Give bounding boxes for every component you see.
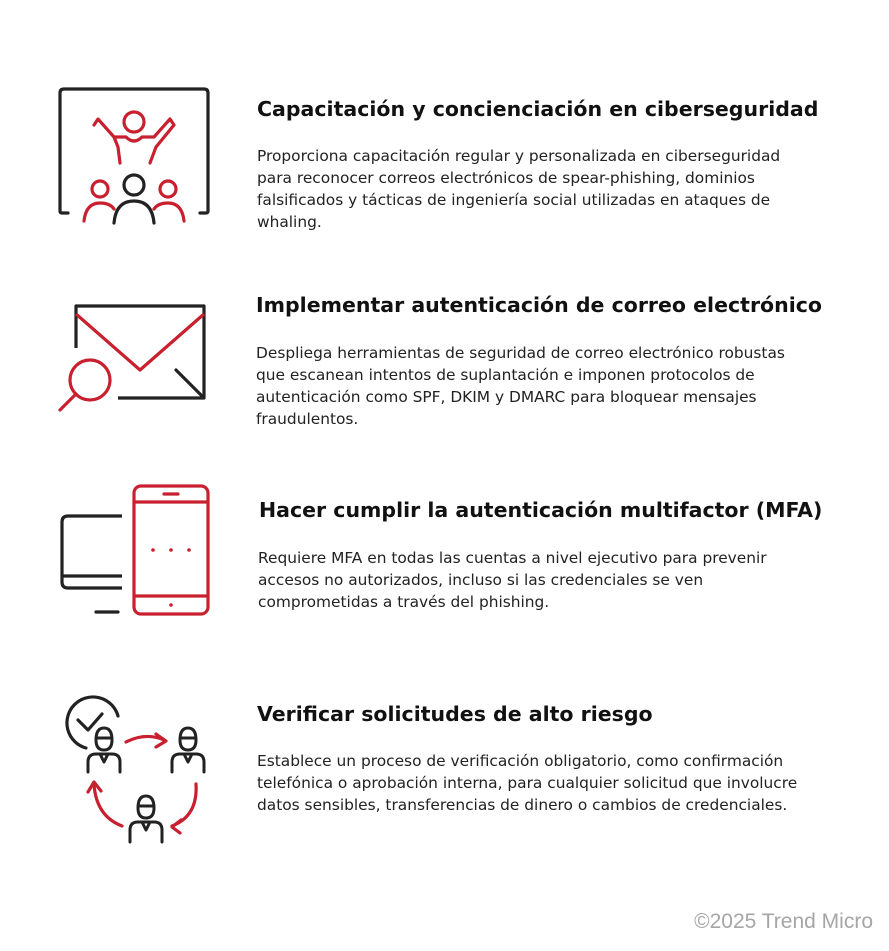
section-title: Hacer cumplir la autenticación multifactor (MFA) [259, 498, 823, 522]
section-title: Capacitación y concienciación en ciberseguridad [257, 97, 819, 121]
verification-cycle-icon [56, 688, 216, 848]
section-title: Implementar autenticación de correo electrónico [256, 293, 822, 317]
section-description: Requiere MFA en todas las cuentas a nivel ejecutivo para prevenir accesos no autorizados, incluso si las credenciales se ven comprometidas a través del phishing. [258, 549, 767, 611]
section-description: Proporciona capacitación regular y personalizada en ciberseguridad para reconocer correos electrónicos de spear-phishing, dominios falsificados y tácticas de ingeniería social utilizadas en ataques de whaling. [257, 147, 781, 231]
section-description: Establece un proceso de verificación obligatorio, como confirmación telefónica o aprobación interna, para cualquier solicitud que involucre datos sensibles, transferencias de dinero o cambios de credenciales. [257, 752, 798, 814]
envelope-search-icon [56, 300, 216, 420]
section-title: Verificar solicitudes de alto riesgo [257, 702, 653, 726]
copyright-text: ©2025 Trend Micro [694, 910, 873, 933]
training-audience-icon [56, 85, 216, 230]
section-description: Despliega herramientas de seguridad de correo electrónico robustas que escanean intentos de suplantación e imponen protocolos de autenticación como SPF, DKIM y DMARC para bloquear mensajes fraudulentos. [256, 344, 785, 428]
computer-phone-icon [56, 482, 216, 622]
